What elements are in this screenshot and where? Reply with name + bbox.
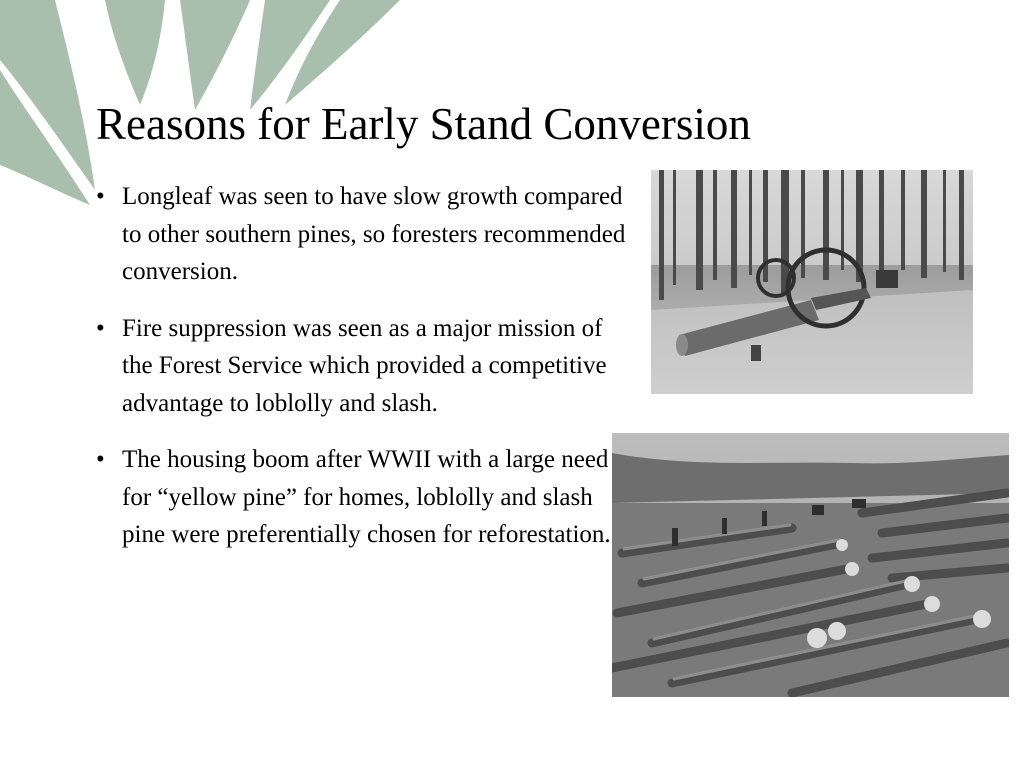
bullet-marker: • [96, 446, 105, 473]
bullet-item [96, 178, 626, 291]
photo-log-yard [612, 433, 1009, 697]
bullet-list [96, 178, 626, 573]
bullet-item [96, 441, 626, 554]
slide-title: Reasons for Early Stand Conversion [96, 99, 751, 149]
bullet-marker: • [96, 314, 105, 342]
bullet-text: Fire suppression was seen as a major mission of the Forest Service which provided a competitive advantage to loblolly and slash. [122, 314, 607, 417]
bullet-item [96, 310, 626, 423]
bullet-text: The housing boom after WWII with a large need for “yellow pine” for homes, loblolly and slash pine were preferentially chosen for reforestation. [122, 446, 611, 548]
bullet-marker: • [96, 183, 105, 210]
photo-log-cart-forest [651, 170, 973, 394]
bullet-text: Longleaf was seen to have slow growth compared to other southern pines, so foresters recommended conversion. [122, 183, 626, 285]
